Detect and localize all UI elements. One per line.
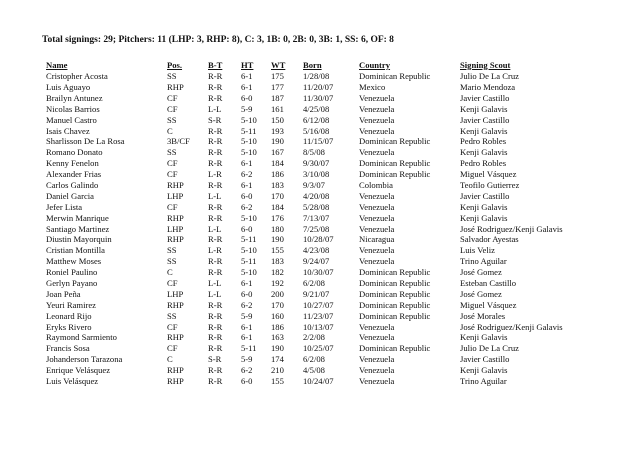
height-cell: 5-11 [241,343,257,354]
signing-scout-cell: Javier Castillo [460,354,510,365]
signing-scout-cell: Kenji Galavis [460,365,508,376]
table-body [46,71,600,387]
player-name-cell: Cristopher Acosta [46,71,108,82]
signing-scout-cell: Pedro Robles [460,158,507,169]
country-cell: Venezuela [359,125,395,136]
header-row [46,59,600,71]
birth-date-cell: 7/25/08 [303,223,330,234]
country-cell: Venezuela [359,375,395,386]
weight-cell: 184 [271,201,284,212]
height-cell: 6-1 [241,321,253,332]
birth-date-cell: 1/28/08 [303,71,330,82]
position-cell: CF [167,201,178,212]
bats-throws-cell: R-R [208,125,223,136]
weight-cell: 160 [271,310,284,321]
weight-cell: 150 [271,114,284,125]
birth-date-cell: 5/28/08 [303,201,330,212]
position-cell: CF [167,169,178,180]
weight-cell: 200 [271,288,284,299]
position-cell: CF [167,277,178,288]
height-cell: 6-1 [241,71,253,82]
bats-throws-cell: L-L [208,103,222,114]
bats-throws-cell: R-R [208,310,223,321]
player-name-cell: Cristian Montilla [46,245,105,256]
player-name-cell: Eryks Rivero [46,321,92,332]
signing-scout-cell: Kenji Galavis [460,125,508,136]
weight-cell: 190 [271,136,284,147]
column-header-signing-scout: Signing Scout [460,59,511,70]
bats-throws-cell: R-R [208,343,223,354]
table-row [46,125,600,136]
birth-date-cell: 9/3/07 [303,179,325,190]
position-cell: C [167,125,173,136]
country-cell: Dominican Republic [359,277,431,288]
height-cell: 6-1 [241,81,253,92]
bats-throws-cell: L-L [208,277,222,288]
bats-throws-cell: L-L [208,223,222,234]
column-header-name: Name [46,59,68,70]
position-cell: SS [167,245,177,256]
table-row [46,223,600,234]
birth-date-cell: 10/30/07 [303,267,334,278]
weight-cell: 210 [271,365,284,376]
column-header-weight: WT [271,59,286,70]
table-row [46,234,600,245]
height-cell: 6-1 [241,332,253,343]
bats-throws-cell: R-R [208,147,223,158]
bats-throws-cell: R-R [208,234,223,245]
birth-date-cell: 5/16/08 [303,125,330,136]
birth-date-cell: 4/25/08 [303,103,330,114]
country-cell: Dominican Republic [359,310,431,321]
bats-throws-cell: R-R [208,256,223,267]
player-name-cell: Carlos Galindo [46,179,99,190]
height-cell: 6-0 [241,223,253,234]
weight-cell: 177 [271,81,284,92]
column-header-born: Born [303,59,322,70]
country-cell: Venezuela [359,365,395,376]
country-cell: Venezuela [359,332,395,343]
signing-scout-cell: Miguel Vásquez [460,299,517,310]
weight-cell: 155 [271,245,284,256]
player-name-cell: Johanderson Tarazona [46,354,123,365]
birth-date-cell: 9/21/07 [303,288,330,299]
signing-scout-cell: Kenji Galavis [460,212,508,223]
player-name-cell: Roniel Paulino [46,267,98,278]
birth-date-cell: 10/27/07 [303,299,334,310]
weight-cell: 190 [271,343,284,354]
country-cell: Venezuela [359,114,395,125]
bats-throws-cell: R-R [208,158,223,169]
bats-throws-cell: S-R [208,114,222,125]
height-cell: 5-10 [241,212,257,223]
height-cell: 5-10 [241,245,257,256]
signing-scout-cell: Javier Castillo [460,190,510,201]
country-cell: Dominican Republic [359,71,431,82]
player-name-cell: Isais Chavez [46,125,90,136]
position-cell: SS [167,256,177,267]
country-cell: Venezuela [359,190,395,201]
country-cell: Venezuela [359,354,395,365]
position-cell: RHP [167,365,184,376]
country-cell: Venezuela [359,92,395,103]
table-header [46,59,600,71]
table-row [46,71,600,82]
country-cell: Dominican Republic [359,169,431,180]
weight-cell: 176 [271,212,284,223]
player-name-cell: Alexander Frias [46,169,102,180]
weight-cell: 187 [271,92,284,103]
birth-date-cell: 10/13/07 [303,321,334,332]
player-name-cell: Jefer Lista [46,201,83,212]
bats-throws-cell: R-R [208,71,223,82]
birth-date-cell: 4/5/08 [303,365,325,376]
position-cell: SS [167,147,177,158]
table-row [46,311,600,322]
signing-scout-cell: Luis Veliz [460,245,495,256]
player-name-cell: Manuel Castro [46,114,97,125]
country-cell: Venezuela [359,147,395,158]
country-cell: Venezuela [359,321,395,332]
signing-scout-cell: Javier Castillo [460,114,510,125]
player-name-cell: Merwin Manrique [46,212,109,223]
height-cell: 5-10 [241,114,257,125]
position-cell: 3B/CF [167,136,190,147]
player-name-cell: Santiago Martinez [46,223,110,234]
country-cell: Venezuela [359,212,395,223]
signing-scout-cell: José Morales [460,310,506,321]
position-cell: RHP [167,212,184,223]
player-name-cell: Romano Donato [46,147,103,158]
birth-date-cell: 10/28/07 [303,234,334,245]
weight-cell: 183 [271,256,284,267]
bats-throws-cell: R-R [208,212,223,223]
signing-scout-cell: José Gomez [460,267,502,278]
column-header-bats-throws: B-T [208,59,223,70]
bats-throws-cell: R-R [208,81,223,92]
country-cell: Venezuela [359,223,395,234]
signing-scout-cell: José Rodriguez/Kenji Galavis [460,223,563,234]
table-row [46,147,600,158]
country-cell: Dominican Republic [359,343,431,354]
bats-throws-cell: R-R [208,365,223,376]
height-cell: 6-0 [241,92,253,103]
table-row [46,191,600,202]
bats-throws-cell: R-R [208,332,223,343]
height-cell: 6-1 [241,179,253,190]
weight-cell: 170 [271,190,284,201]
weight-cell: 183 [271,179,284,190]
table-row [46,136,600,147]
table-row [46,343,600,354]
player-name-cell: Gerlyn Payano [46,277,98,288]
table-row [46,256,600,267]
country-cell: Colombia [359,179,393,190]
height-cell: 5-11 [241,256,257,267]
position-cell: C [167,354,173,365]
table-row [46,354,600,365]
table-row [46,213,600,224]
birth-date-cell: 11/30/07 [303,92,334,103]
signing-scout-cell: Kenji Galavis [460,103,508,114]
country-cell: Dominican Republic [359,136,431,147]
signing-scout-cell: Julio De La Cruz [460,343,519,354]
column-header-height: HT [241,59,254,70]
weight-cell: 184 [271,158,284,169]
weight-cell: 190 [271,234,284,245]
signing-scout-cell: Trino Aguilar [460,375,507,386]
height-cell: 6-2 [241,169,253,180]
table-row [46,180,600,191]
height-cell: 6-0 [241,375,253,386]
position-cell: C [167,267,173,278]
position-cell: CF [167,321,178,332]
signing-scout-cell: José Gomez [460,288,502,299]
player-name-cell: Matthew Moses [46,256,102,267]
bats-throws-cell: L-R [208,245,222,256]
country-cell: Venezuela [359,245,395,256]
birth-date-cell: 3/10/08 [303,169,330,180]
signing-scout-cell: Pedro Robles [460,136,507,147]
country-cell: Dominican Republic [359,267,431,278]
country-cell: Venezuela [359,256,395,267]
bats-throws-cell: R-R [208,136,223,147]
birth-date-cell: 10/24/07 [303,375,334,386]
weight-cell: 182 [271,267,284,278]
signing-scout-cell: Julio De La Cruz [460,71,519,82]
birth-date-cell: 4/23/08 [303,245,330,256]
player-name-cell: Nicolas Barrios [46,103,100,114]
player-name-cell: Raymond Sarmiento [46,332,117,343]
player-name-cell: Luis Velásquez [46,375,99,386]
table-row [46,289,600,300]
weight-cell: 186 [271,321,284,332]
signing-scout-cell: Kenji Galavis [460,332,508,343]
birth-date-cell: 10/25/07 [303,343,334,354]
bats-throws-cell: L-R [208,169,222,180]
height-cell: 5-9 [241,354,253,365]
signing-scout-cell: Mario Mendoza [460,81,516,92]
signing-scout-cell: Salvador Ayestas [460,234,519,245]
bats-throws-cell: R-R [208,321,223,332]
bats-throws-cell: R-R [208,179,223,190]
weight-cell: 170 [271,299,284,310]
weight-cell: 180 [271,223,284,234]
birth-date-cell: 11/23/07 [303,310,334,321]
player-name-cell: Brailyn Antunez [46,92,103,103]
birth-date-cell: 6/12/08 [303,114,330,125]
weight-cell: 193 [271,125,284,136]
player-name-cell: Diustin Mayorquin [46,234,112,245]
birth-date-cell: 4/20/08 [303,190,330,201]
table-row [46,202,600,213]
table-row [46,93,600,104]
position-cell: LHP [167,223,184,234]
table-row [46,245,600,256]
weight-cell: 174 [271,354,284,365]
height-cell: 6-2 [241,299,253,310]
birth-date-cell: 2/2/08 [303,332,325,343]
table-row [46,365,600,376]
player-name-cell: Sharlisson De La Rosa [46,136,125,147]
table-row [46,321,600,332]
player-name-cell: Joan Peña [46,288,81,299]
position-cell: SS [167,71,177,82]
birth-date-cell: 11/20/07 [303,81,334,92]
height-cell: 5-9 [241,103,253,114]
bats-throws-cell: R-R [208,201,223,212]
country-cell: Dominican Republic [359,299,431,310]
country-cell: Nicaragua [359,234,395,245]
table-row [46,169,600,180]
position-cell: CF [167,92,178,103]
signing-scout-cell: Kenji Galavis [460,147,508,158]
position-cell: RHP [167,179,184,190]
position-cell: SS [167,310,177,321]
table-row [46,158,600,169]
player-name-cell: Luis Aguayo [46,81,91,92]
bats-throws-cell: S-R [208,354,222,365]
height-cell: 5-10 [241,267,257,278]
height-cell: 5-11 [241,125,257,136]
bats-throws-cell: R-R [208,299,223,310]
table-row [46,278,600,289]
signings-summary: Total signings: 29; Pitchers: 11 (LHP: 3, RHP: 8), C: 3, 1B: 0, 2B: 0, 3B: 1, SS: 6, OF: 8 [42,35,394,45]
birth-date-cell: 9/24/07 [303,256,330,267]
table-row [46,82,600,93]
birth-date-cell: 6/2/08 [303,354,325,365]
height-cell: 5-9 [241,310,253,321]
signing-scout-cell: Trino Aguilar [460,256,507,267]
position-cell: CF [167,158,178,169]
position-cell: RHP [167,332,184,343]
position-cell: RHP [167,299,184,310]
table-row [46,267,600,278]
country-cell: Venezuela [359,103,395,114]
signing-scout-cell: Esteban Castillo [460,277,517,288]
position-cell: RHP [167,375,184,386]
signing-scout-cell: Kenji Galavis [460,201,508,212]
height-cell: 6-2 [241,201,253,212]
table-row [46,115,600,126]
column-header-country: Country [359,59,391,70]
player-name-cell: Enrique Velásquez [46,365,111,376]
country-cell: Venezuela [359,201,395,212]
player-name-cell: Yeuri Ramirez [46,299,96,310]
player-name-cell: Francis Sosa [46,343,90,354]
player-name-cell: Daniel Garcia [46,190,94,201]
bats-throws-cell: R-R [208,267,223,278]
table-row [46,332,600,343]
position-cell: SS [167,114,177,125]
height-cell: 5-11 [241,234,257,245]
position-cell: RHP [167,81,184,92]
position-cell: RHP [167,234,184,245]
birth-date-cell: 9/30/07 [303,158,330,169]
country-cell: Dominican Republic [359,158,431,169]
height-cell: 5-10 [241,136,257,147]
weight-cell: 155 [271,375,284,386]
height-cell: 6-0 [241,190,253,201]
weight-cell: 192 [271,277,284,288]
table-row [46,376,600,387]
column-header-position: Pos. [167,59,183,70]
player-name-cell: Kenny Fenelon [46,158,99,169]
signing-scout-cell: Miguel Vásquez [460,169,517,180]
table-row [46,300,600,311]
weight-cell: 163 [271,332,284,343]
height-cell: 6-1 [241,158,253,169]
bats-throws-cell: R-R [208,92,223,103]
player-name-cell: Leonard Rijo [46,310,92,321]
signing-scout-cell: Teofilo Gutierrez [460,179,520,190]
position-cell: CF [167,343,178,354]
birth-date-cell: 8/5/08 [303,147,325,158]
weight-cell: 167 [271,147,284,158]
country-cell: Dominican Republic [359,288,431,299]
height-cell: 6-2 [241,365,253,376]
bats-throws-cell: R-R [208,375,223,386]
signings-table [46,59,600,387]
height-cell: 6-0 [241,288,253,299]
table-row [46,104,600,115]
bats-throws-cell: L-L [208,190,222,201]
weight-cell: 161 [271,103,284,114]
birth-date-cell: 7/13/07 [303,212,330,223]
height-cell: 6-1 [241,277,253,288]
position-cell: LHP [167,288,184,299]
position-cell: LHP [167,190,184,201]
weight-cell: 175 [271,71,284,82]
birth-date-cell: 11/15/07 [303,136,334,147]
signing-scout-cell: Javier Castillo [460,92,510,103]
country-cell: Mexico [359,81,386,92]
bats-throws-cell: L-L [208,288,222,299]
birth-date-cell: 6/2/08 [303,277,325,288]
weight-cell: 186 [271,169,284,180]
position-cell: CF [167,103,178,114]
signing-scout-cell: José Rodriguez/Kenji Galavis [460,321,563,332]
height-cell: 5-10 [241,147,257,158]
